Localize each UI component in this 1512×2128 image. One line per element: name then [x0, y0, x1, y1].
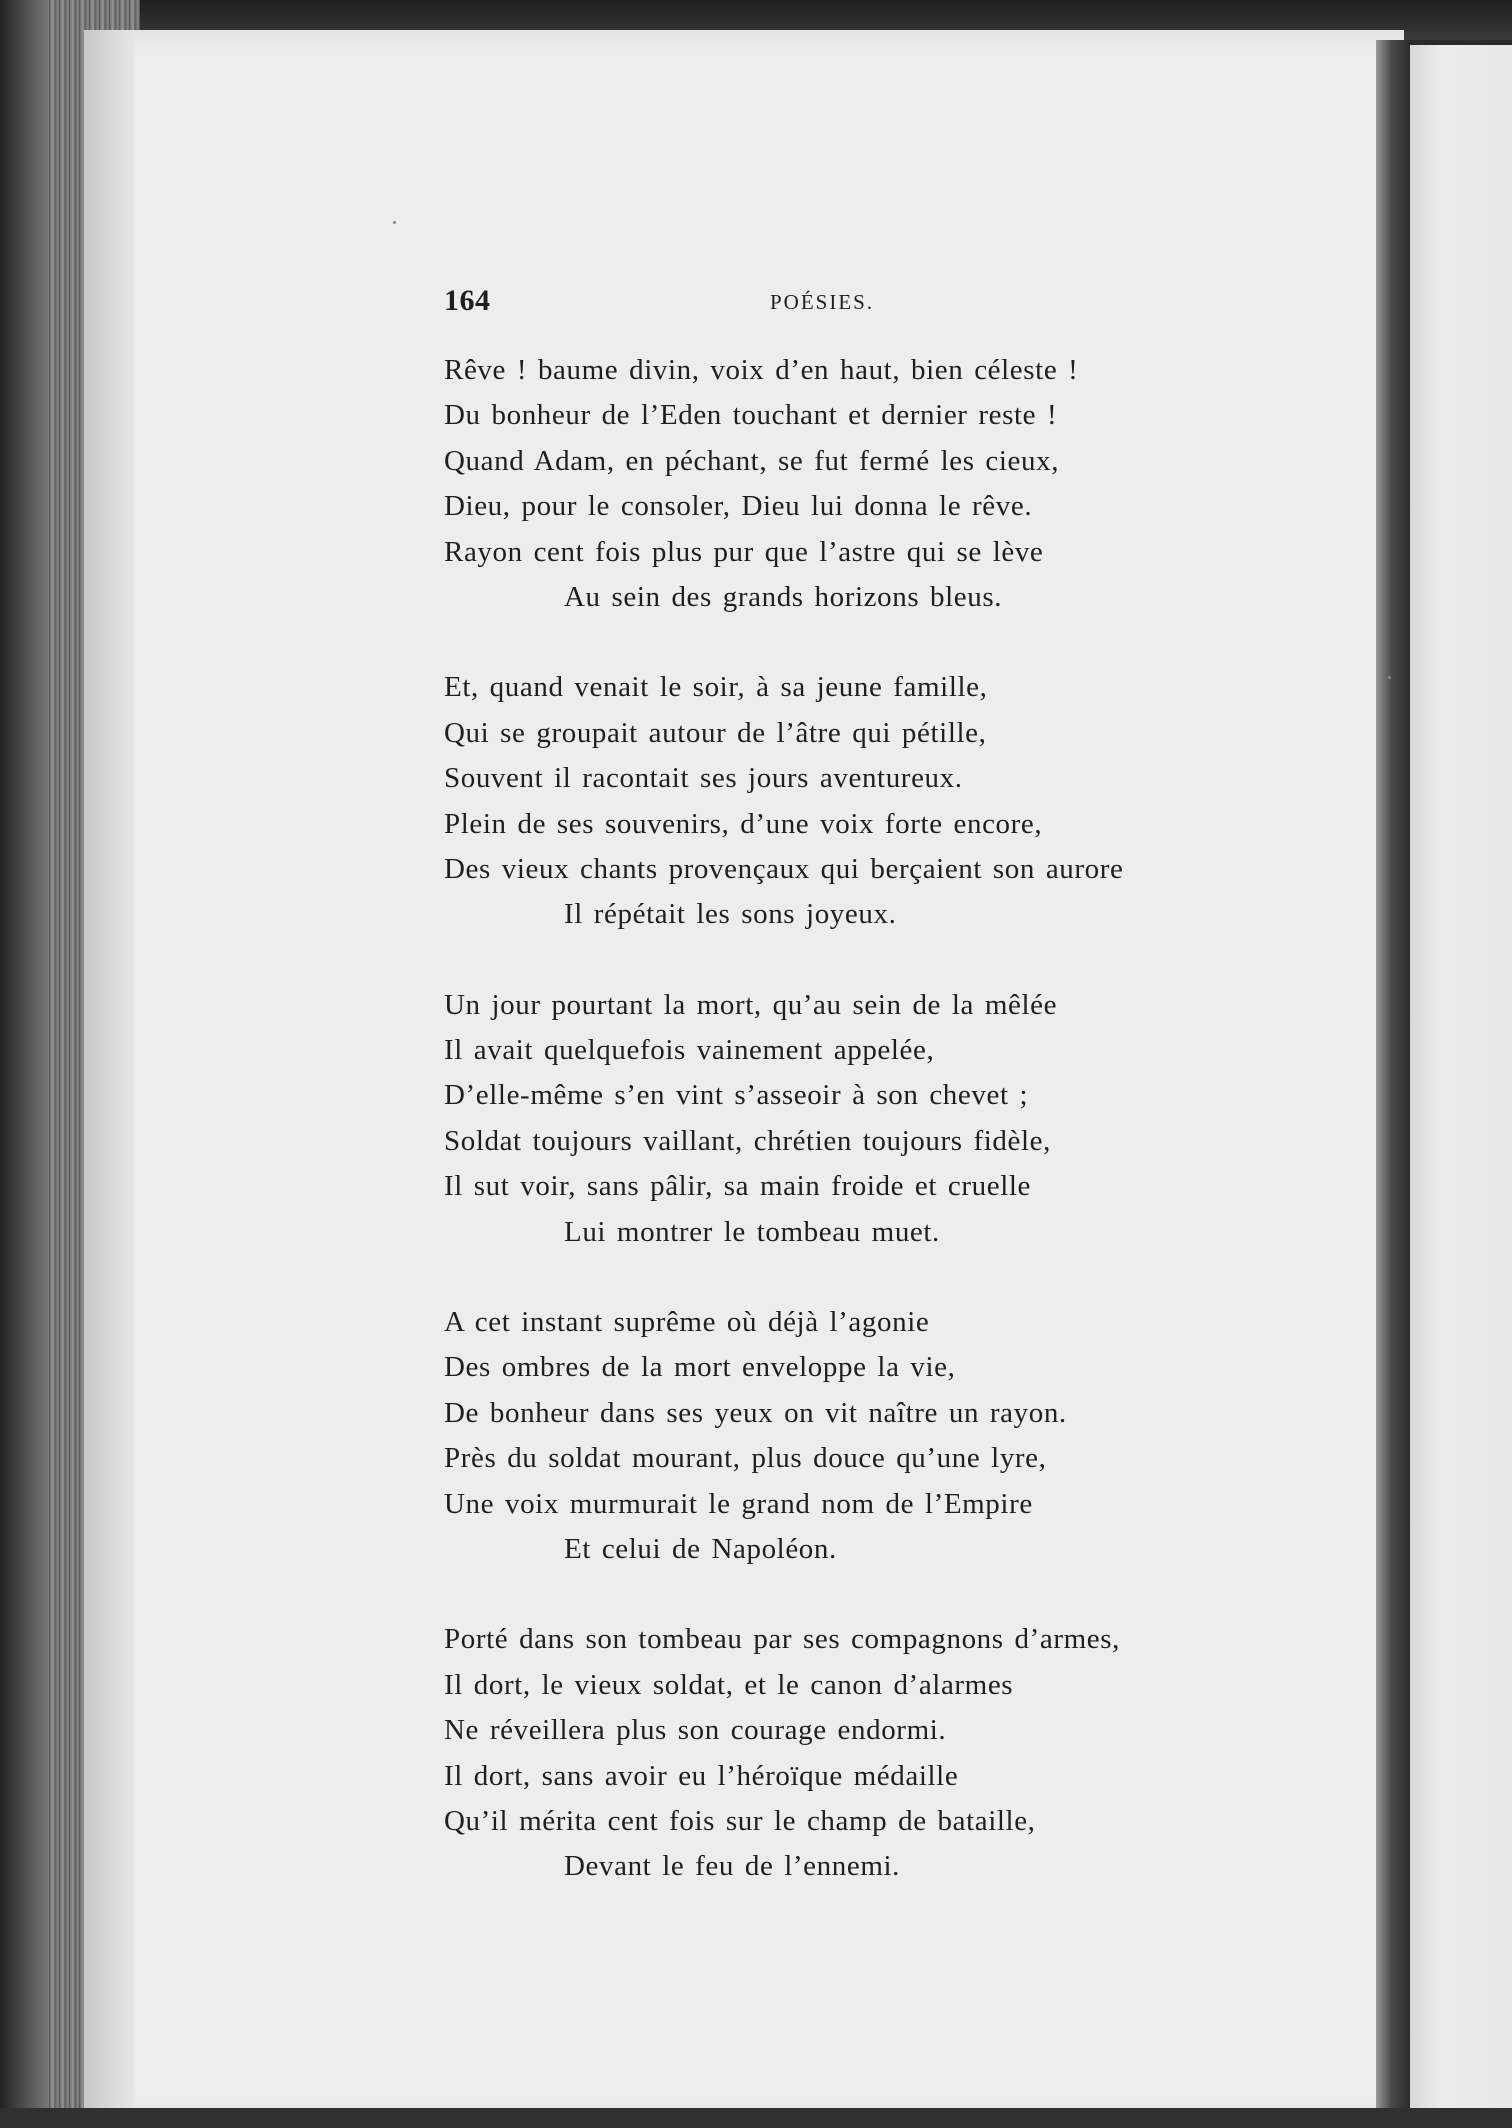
verse-line: Des ombres de la mort enveloppe la vie, — [444, 1351, 956, 1384]
verse-line: Qui se groupait autour de l’âtre qui pétille, — [444, 716, 987, 749]
verse-line: D’elle-même s’en vint s’asseoir à son chevet ; — [444, 1079, 1029, 1112]
verse-line: Un jour pourtant la mort, qu’au sein de la mêlée — [444, 988, 1058, 1021]
verse-line: Il sut voir, sans pâlir, sa main froide et cruelle — [444, 1170, 1031, 1203]
verse-line: Il dort, le vieux soldat, et le canon d’alarmes — [444, 1668, 1014, 1701]
verse-line: Il dort, sans avoir eu l’héroïque médaille — [444, 1759, 959, 1792]
verse-line: Rêve ! baume divin, voix d’en haut, bien céleste ! — [444, 354, 1079, 386]
verse-line: Des vieux chants provençaux qui berçaient son aurore — [444, 852, 1124, 885]
poem-body — [444, 348, 1364, 1935]
paper-speck — [393, 221, 396, 224]
verse-line-refrain: Au sein des grands horizons bleus. — [564, 580, 1003, 613]
verse-line: Près du soldat mourant, plus douce qu’une lyre, — [444, 1442, 1047, 1475]
verse-line: Souvent il racontait ses jours aventureux. — [444, 762, 963, 795]
verse-line: Une voix murmurait le grand nom de l’Empire — [444, 1487, 1033, 1520]
verse-line-refrain: Il répétait les sons joyeux. — [564, 898, 897, 931]
stanza-1 — [444, 348, 1364, 620]
book-gutter — [1376, 40, 1410, 2128]
verse-line: Soldat toujours vaillant, chrétien toujours fidèle, — [444, 1124, 1051, 1157]
verse-line: Et, quand venait le soir, à sa jeune famille, — [444, 671, 988, 704]
verse-line: Dieu, pour le consoler, Dieu lui donna le rêve. — [444, 490, 1033, 523]
verse-line-refrain: Devant le feu de l’ennemi. — [564, 1850, 900, 1883]
verse-line: Ne réveillera plus son courage endormi. — [444, 1714, 947, 1747]
stanza-5 — [444, 1617, 1364, 1889]
book-cover-edge — [0, 0, 48, 2128]
verse-line-refrain: Et celui de Napoléon. — [564, 1532, 837, 1565]
verse-line: Quand Adam, en péchant, se fut fermé les cieux, — [444, 444, 1060, 477]
stanza-2 — [444, 665, 1364, 937]
verse-line: A cet instant suprême où déjà l’agonie — [444, 1306, 930, 1339]
stanza-4 — [444, 1300, 1364, 1572]
verse-line: Du bonheur de l’Eden touchant et dernier reste ! — [444, 399, 1058, 432]
verse-line: De bonheur dans ses yeux on vit naître un rayon. — [444, 1396, 1067, 1429]
verse-line: Il avait quelquefois vainement appelée, — [444, 1034, 935, 1067]
page-left-shadow — [84, 30, 134, 2120]
page-number: 164 — [444, 284, 491, 317]
page-header — [444, 284, 884, 324]
running-head: POÉSIES. — [770, 290, 875, 314]
verse-line: Porté dans son tombeau par ses compagnons d’armes, — [444, 1623, 1120, 1656]
stanza-3 — [444, 983, 1364, 1255]
scan-background-bottom — [0, 2108, 1512, 2128]
verse-line: Plein de ses souvenirs, d’une voix forte encore, — [444, 807, 1043, 840]
verse-line: Rayon cent fois plus pur que l’astre qui se lève — [444, 535, 1044, 568]
paper-speck — [1388, 676, 1391, 679]
verse-line: Qu’il mérita cent fois sur le champ de bataille, — [444, 1804, 1036, 1837]
verse-line-refrain: Lui montrer le tombeau muet. — [564, 1215, 940, 1248]
facing-page-sliver — [1410, 45, 1512, 2128]
